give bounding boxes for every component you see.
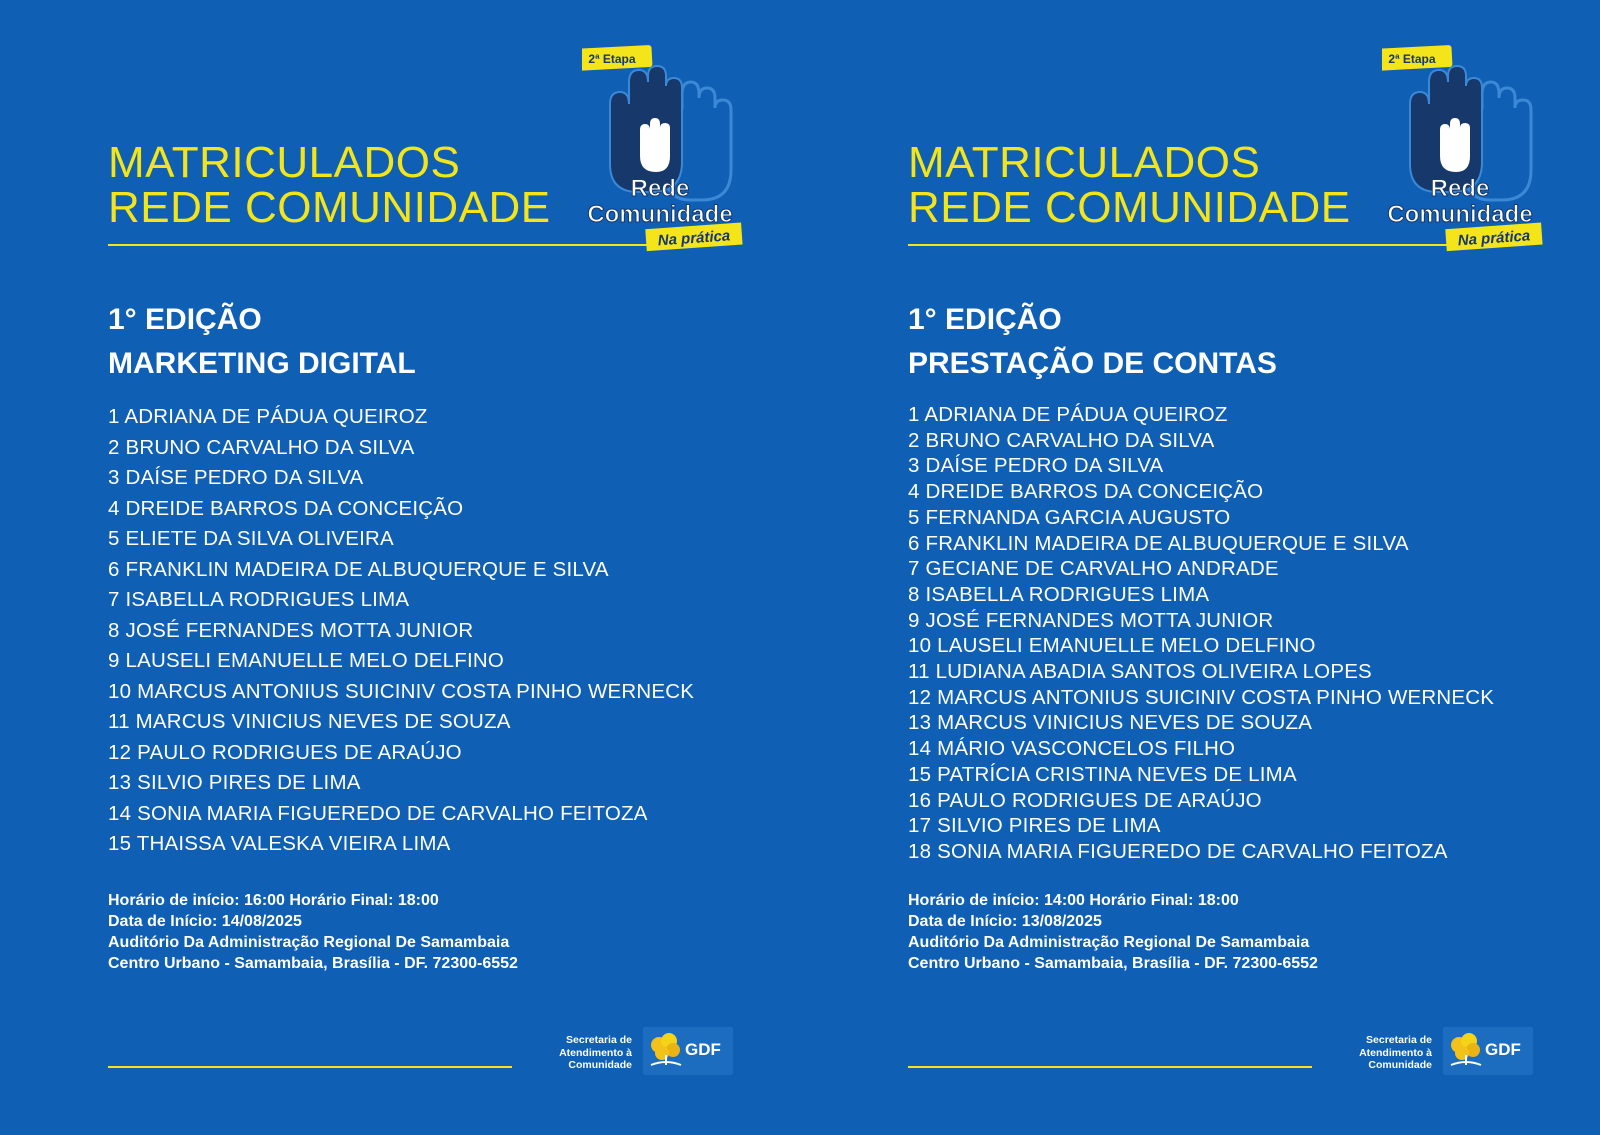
list-item: 16 PAULO RODRIGUES DE ARAÚJO <box>908 788 1262 812</box>
list-item: 14 MÁRIO VASCONCELOS FILHO <box>908 737 1236 761</box>
logo-tagline: Na prática <box>1457 227 1531 250</box>
list-item: 8 JOSÉ FERNANDES MOTTA JUNIOR <box>108 618 474 642</box>
list-item: 14 SONIA MARIA FIGUEREDO DE CARVALHO FEITOZA <box>108 801 648 825</box>
address-text: Centro Urbano - Samambaia, Brasília - DF. 72300-6552 <box>108 955 518 972</box>
course-name: MARKETING DIGITAL <box>108 347 416 380</box>
edition-label: 1° EDIÇÃO <box>108 303 262 336</box>
stage-badge-text: 2ª Etapa <box>588 52 636 66</box>
secretaria-line-1: Secretaria de <box>1366 1034 1432 1046</box>
venue-text: Auditório Da Administração Regional De Samambaia <box>908 934 1310 951</box>
schedule-text: Horário de início: 16:00 Horário Final: 18:00 <box>108 892 439 909</box>
list-item: 10 MARCUS ANTONIUS SUICINIV COSTA PINHO WERNECK <box>108 679 695 703</box>
address-text: Centro Urbano - Samambaia, Brasília - DF. 72300-6552 <box>908 955 1318 972</box>
list-item: 10 LAUSELI EMANUELLE MELO DELFINO <box>908 634 1316 658</box>
list-item: 4 DREIDE BARROS DA CONCEIÇÃO <box>108 496 464 520</box>
course-heading <box>108 298 416 386</box>
ipe-tree-icon <box>647 1031 685 1071</box>
list-item: 2 BRUNO CARVALHO DA SILVA <box>908 428 1215 452</box>
page-title <box>108 140 551 230</box>
stage-badge <box>1382 45 1453 71</box>
ipe-tree-icon <box>1447 1031 1485 1071</box>
list-item: 3 DAÍSE PEDRO DA SILVA <box>108 466 364 489</box>
edition-label: 1° EDIÇÃO <box>908 303 1062 336</box>
secretaria-line-3: Comunidade <box>1368 1059 1432 1071</box>
logo-tagline: Na prática <box>657 227 731 250</box>
flyer-prestacao-de-contas <box>800 0 1600 1135</box>
gdf-logo <box>643 1027 733 1075</box>
secretaria-line-2: Atendimento à <box>559 1046 632 1059</box>
start-date-text: Data de Início: 13/08/2025 <box>908 913 1102 930</box>
gdf-text: GDF <box>1485 1040 1521 1059</box>
list-item: 12 MARCUS ANTONIUS SUICINIV COSTA PINHO WERNECK <box>908 685 1495 709</box>
list-item: 1 ADRIANA DE PÁDUA QUEIROZ <box>108 405 428 428</box>
secretaria-label <box>520 1034 632 1072</box>
gdf-text: GDF <box>685 1040 721 1059</box>
list-item: 6 FRANKLIN MADEIRA DE ALBUQUERQUE E SILVA <box>908 531 1409 555</box>
title-line-2: REDE COMUNIDADE <box>908 183 1351 232</box>
secretaria-line-2: Atendimento à <box>1359 1046 1432 1059</box>
schedule-text: Horário de início: 14:00 Horário Final: 18:00 <box>908 892 1239 909</box>
secretaria-line-3: Comunidade <box>568 1059 632 1071</box>
list-item: 12 PAULO RODRIGUES DE ARAÚJO <box>108 740 462 764</box>
page-title <box>908 140 1351 230</box>
stage-badge <box>582 45 653 71</box>
enrolled-list <box>908 402 1494 865</box>
list-item: 11 LUDIANA ABADIA SANTOS OLIVEIRA LOPES <box>908 660 1372 684</box>
event-info <box>908 890 1318 974</box>
list-item: 5 FERNANDA GARCIA AUGUSTO <box>908 505 1231 529</box>
footer-divider <box>108 1066 512 1068</box>
list-item: 2 BRUNO CARVALHO DA SILVA <box>108 435 415 459</box>
start-date-text: Data de Início: 14/08/2025 <box>108 913 302 930</box>
title-line-1: MATRICULADOS <box>908 138 1261 187</box>
list-item: 9 JOSÉ FERNANDES MOTTA JUNIOR <box>908 608 1274 632</box>
secretaria-label <box>1320 1034 1432 1072</box>
course-name: PRESTAÇÃO DE CONTAS <box>908 347 1277 380</box>
rede-comunidade-logo <box>582 42 762 262</box>
header-divider <box>908 244 1448 246</box>
secretaria-line-1: Secretaria de <box>566 1034 632 1046</box>
list-item: 13 MARCUS VINICIUS NEVES DE SOUZA <box>908 711 1313 735</box>
enrolled-list <box>108 402 694 860</box>
list-item: 3 DAÍSE PEDRO DA SILVA <box>908 454 1164 478</box>
list-item: 11 MARCUS VINICIUS NEVES DE SOUZA <box>108 710 511 733</box>
rede-comunidade-logo <box>1382 42 1562 262</box>
list-item: 7 ISABELLA RODRIGUES LIMA <box>108 588 410 611</box>
list-item: 13 SILVIO PIRES DE LIMA <box>108 771 361 794</box>
list-item: 15 PATRÍCIA CRISTINA NEVES DE LIMA <box>908 762 1297 786</box>
list-item: 5 ELIETE DA SILVA OLIVEIRA <box>108 527 394 550</box>
list-item: 9 LAUSELI EMANUELLE MELO DELFINO <box>108 649 505 672</box>
gdf-logo <box>1443 1027 1533 1075</box>
logo-line-1: Rede <box>630 175 690 202</box>
list-item: 4 DREIDE BARROS DA CONCEIÇÃO <box>908 480 1264 504</box>
course-heading <box>908 298 1277 386</box>
list-item: 8 ISABELLA RODRIGUES LIMA <box>908 582 1210 606</box>
list-item: 18 SONIA MARIA FIGUEREDO DE CARVALHO FEITOZA <box>908 839 1448 863</box>
footer-divider <box>908 1066 1312 1068</box>
stage-badge-text: 2ª Etapa <box>1388 52 1436 66</box>
title-line-2: REDE COMUNIDADE <box>108 183 551 232</box>
logo-line-2: Comunidade <box>1387 201 1533 228</box>
event-info <box>108 890 518 974</box>
venue-text: Auditório Da Administração Regional De Samambaia <box>108 934 510 951</box>
header-divider <box>108 244 648 246</box>
list-item: 6 FRANKLIN MADEIRA DE ALBUQUERQUE E SILVA <box>108 557 609 581</box>
list-item: 7 GECIANE DE CARVALHO ANDRADE <box>908 557 1279 581</box>
list-item: 15 THAISSA VALESKA VIEIRA LIMA <box>108 832 451 855</box>
list-item: 1 ADRIANA DE PÁDUA QUEIROZ <box>908 403 1228 426</box>
logo-line-1: Rede <box>1430 175 1490 202</box>
logo-line-2: Comunidade <box>587 201 733 228</box>
list-item: 17 SILVIO PIRES DE LIMA <box>908 814 1161 838</box>
title-line-1: MATRICULADOS <box>108 138 461 187</box>
